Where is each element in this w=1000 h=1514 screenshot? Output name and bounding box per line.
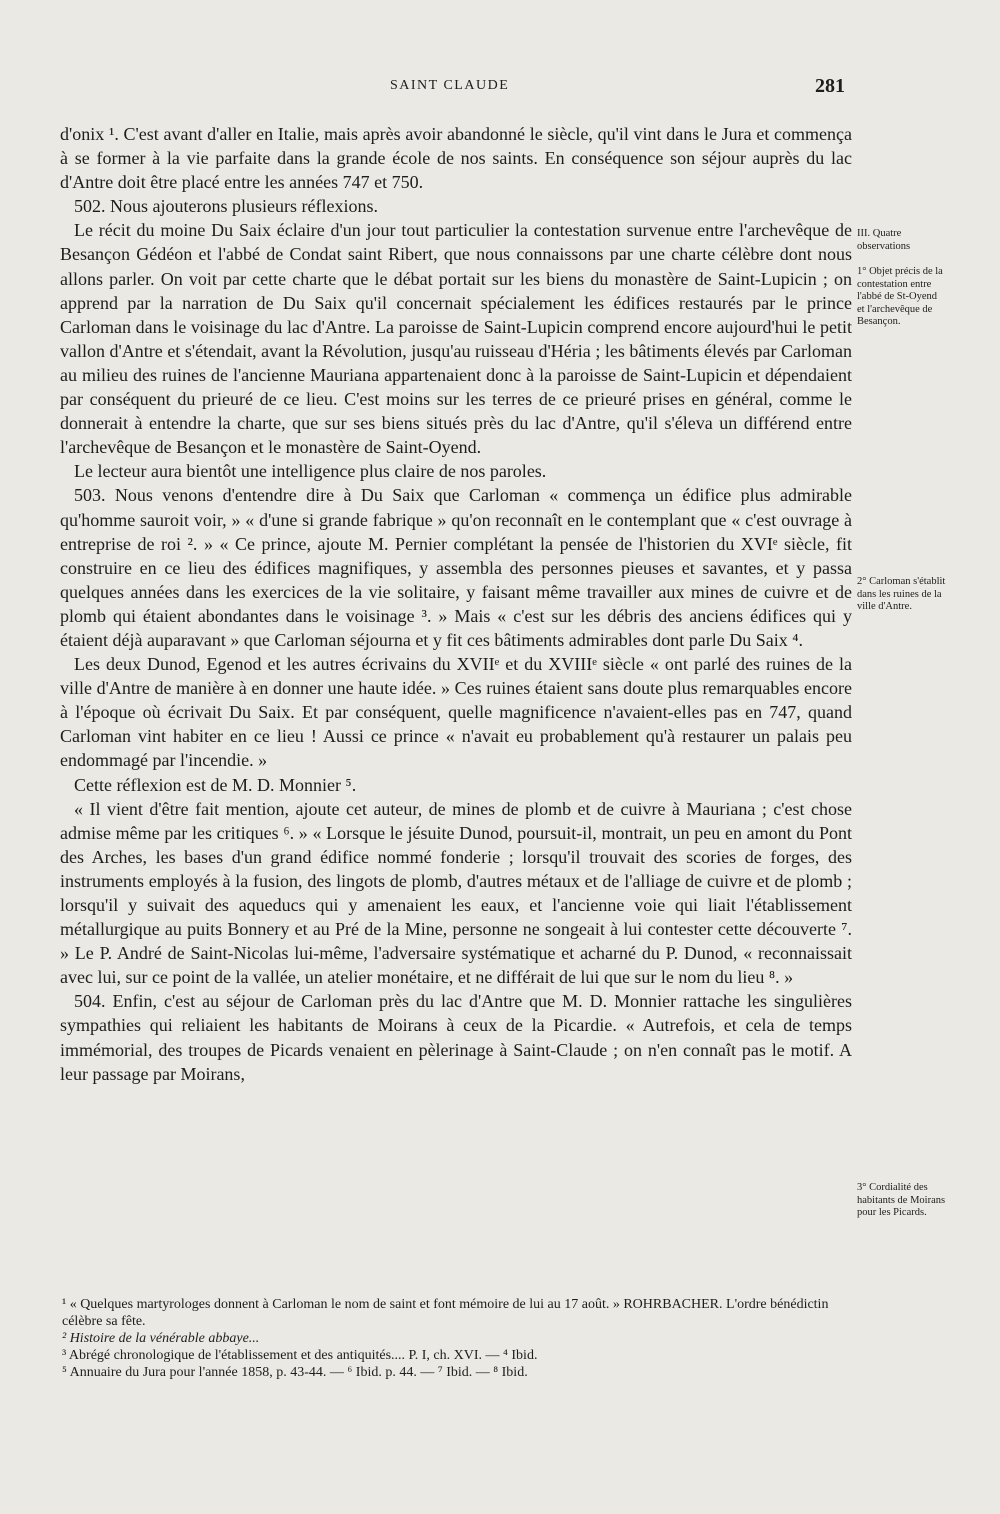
paragraph: Les deux Dunod, Egenod et les autres écrivains du XVIIᵉ et du XVIIIᵉ siècle « ont parlé des ruines de la ville d'Antre de manière à en donner une haute idée. » Ces ruines étaient sans doute plus remarquables encore à l'époque où écrivait Du Saix. Et par conséquent, quelle magnificence n'avaient-elles pas en 747, quand Carloman vint habiter en ce lieu ! Aussi ce prince « n'avait eu probablement qu'à restaurer un palais peu endommagé par l'incendie. » (60, 654, 852, 771)
main-text (60, 122, 852, 1086)
margin-note: III. Quatre observations (857, 228, 911, 252)
footnote: ³ Abrégé chronologique de l'établissement et des antiquités.... P. I, ch. XVI. — ⁴ Ibid. (62, 1348, 538, 1363)
paragraph: Le lecteur aura bientôt une intelligence plus claire de nos paroles. (74, 461, 547, 482)
footnote: ² Histoire de la vénérable abbaye... (62, 1331, 260, 1346)
paragraph: 503. Nous venons d'entendre dire à Du Saix que Carloman « commença un édifice plus admirable qu'homme sauroit voir, » « d'une si grande fabrique » qu'on reconnaît en le contemplant que « c'est ouvrage à entreprise de roi ². » « Ce prince, ajoute M. Pernier complétant la pensée de l'historien du XVIᵉ siècle, fit construire en ce lieu des édifices magnifiques, y assembla des personnes pieuses et savantes, et y passa quelques années dans les exercices de la vie solitaire, y faisant même travailler aux mines de cuivre et de plomb qui étaient abondantes dans le voisinage ³. » Mais « c'est sur les débris des anciens édifices qui y étaient déjà auparavant » que Carloman séjourna et y fit ces bâtiments admirables dont parle Du Saix ⁴. (60, 485, 852, 650)
running-title: SAINT CLAUDE (390, 78, 510, 93)
paragraph: Cette réflexion est de M. D. Monnier ⁵. (74, 774, 357, 795)
paragraph: « Il vient d'être fait mention, ajoute cet auteur, de mines de plomb et de cuivre à Mauriana ; c'est chose admise même par les critiques ⁶. » « Lorsque le jésuite Dunod, poursuit-il, montrait, un peu en amont du Pont des Arches, les bases d'un grand édifice nommé fonderie ; lorsqu'il trouvait des scories de forges, des instruments employés à la fusion, des lingots de plomb, d'autres métaux et de l'alliage de cuivre et de plomb ; lorsqu'il y suivait des aqueducs qui y amenaient les eaux, et l'ancienne voie qui liait l'établissement métallurgique au puits Bonnery et au Pré de la Mine, personne ne songeait à lui contester cette découverte ⁷. » Le P. André de Saint-Nicolas lui-même, l'adversaire systématique et acharné du P. Dunod, « reconnaissait avec lui, sur ce point de la vallée, un atelier monétaire, et ne différait de lui que sur le nom du lieu ⁸. » (60, 798, 852, 988)
footnote: ⁵ Annuaire du Jura pour l'année 1858, p. 43-44. — ⁶ Ibid. p. 44. — ⁷ Ibid. — ⁸ Ibid. (62, 1365, 528, 1380)
margin-note: 3° Cordialité des habitants de Moirans pour les Picards. (857, 1182, 946, 1218)
footnote: ¹ « Quelques martyrologes donnent à Carloman le nom de saint et font mémoire de lui au 17 août. » ROHRBACHER. L'ordre bénédictin célèbre sa fête. (62, 1297, 829, 1329)
page-number: 281 (815, 75, 845, 97)
paragraph: 502. Nous ajouterons plusieurs réflexions. (74, 196, 378, 217)
paragraph: d'onix ¹. C'est avant d'aller en Italie, mais après avoir abandonné le siècle, qu'il vint dans le Jura et commença à se former à la vie parfaite dans la grande école de nos saints. En conséquence son séjour auprès du lac d'Antre doit être placé entre les années 747 et 750. (60, 124, 852, 193)
margin-note: 1° Objet précis de la contestation entre l'abbé de St-Oyend et l'archevêque de Besançon. (857, 266, 943, 327)
paragraph: 504. Enfin, c'est au séjour de Carloman près du lac d'Antre que M. D. Monnier rattache les singulières sympathies qui reliaient les habitants de Moirans à ceux de la Picardie. « Autrefois, et cela de temps immémorial, des troupes de Picards venaient en pèlerinage à Saint-Claude ; on n'en connaît pas le motif. A leur passage par Moirans, (60, 991, 852, 1084)
page-header (60, 76, 880, 100)
paragraph: Le récit du moine Du Saix éclaire d'un jour tout particulier la contestation survenue entre l'archevêque de Besançon Gédéon et l'abbé de Condat saint Ribert, que nous connaissons par une charte célèbre dont nous allons parler. On voit par cette charte que le débat portait sur les biens du monastère de Saint-Lupicin ; on apprend par la narration de Du Saix qu'il concernait spécialement les édifices restaurés par le prince Carloman dans le voisinage du lac d'Antre. La paroisse de Saint-Lupicin comprend encore aujourd'hui le petit vallon d'Antre et s'étendait, avant la Révolution, jusqu'au ruisseau d'Héria ; les bâtiments élevés par Carloman au milieu des ruines de l'ancienne Mauriana appartenaient donc à la paroisse de Saint-Lupicin et dépendaient par conséquent du prieuré de ce lieu. C'est moins sur les terres de ce prieuré prises en général, comme le donnerait à entendre la charte, que sur ses biens situés près du lac d'Antre, qu'il s'éleva un différend entre l'archevêque de Besançon et le monastère de Saint-Oyend. (60, 220, 852, 458)
footnotes (60, 1296, 860, 1381)
margin-note: 2° Carloman s'établit dans les ruines de la ville d'Antre. (857, 576, 946, 612)
